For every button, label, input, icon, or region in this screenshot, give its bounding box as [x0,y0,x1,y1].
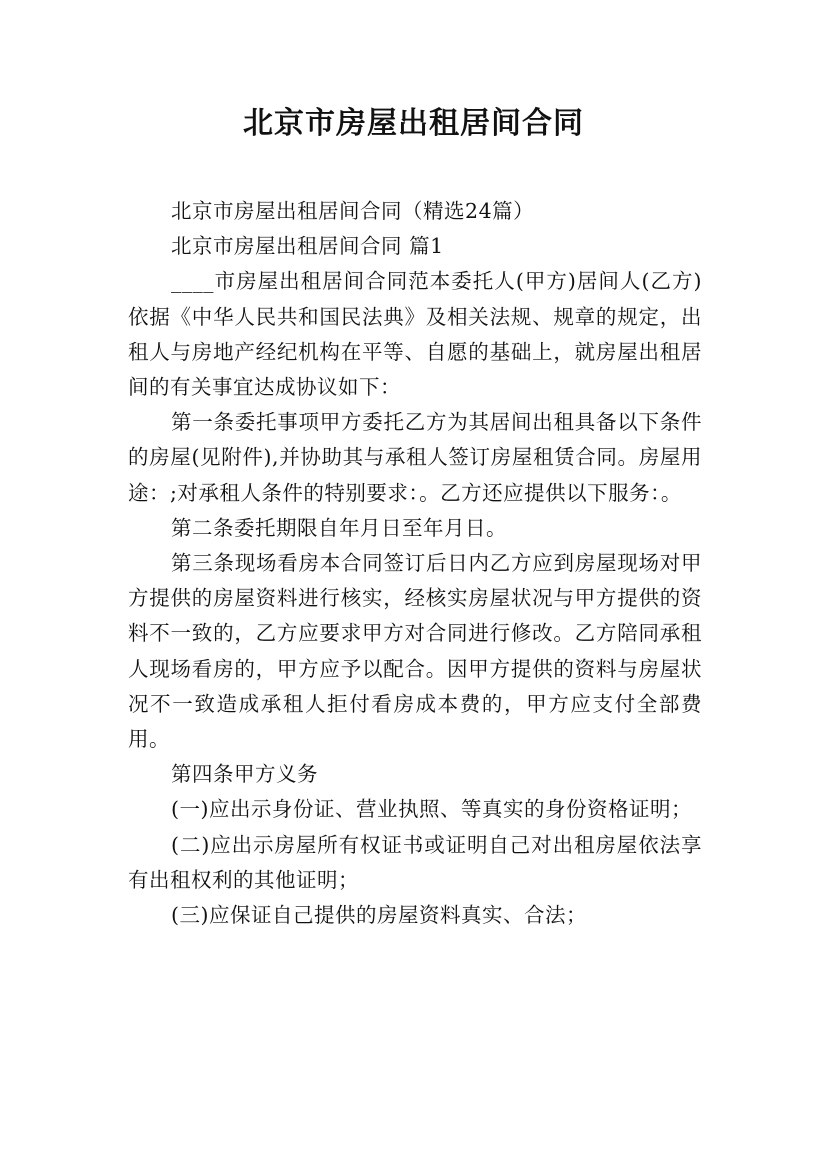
paragraph-article-4-item-2: (二)应出示房屋所有权证书或证明自己对出租房屋依法享有出租权利的其他证明； [128,832,702,892]
paragraph-preamble: ____市房屋出租居间合同范本委托人(甲方)居间人(乙方)依据《中华人民共和国民法典》及相关法规、规章的规定，出租人与房地产经纪机构在平等、自愿的基础上，就房屋出租居间的有关事宜达成协议如下： [128,269,702,400]
paragraph-subtitle: 北京市房屋出租居间合同（精选24篇） [171,199,535,223]
paragraph-article-4-item-1: (一)应出示身份证、营业执照、等真实的身份资格证明； [171,797,693,822]
document-body [128,194,702,933]
paragraph-article-4-item-3: (三)应保证自己提供的房屋资料真实、合法； [171,903,588,928]
paragraph-article-2: 第二条委托期限自年月日至年月日。 [171,515,508,540]
paragraph-article-3: 第三条现场看房本合同签订后日内乙方应到房屋现场对甲方提供的房屋资料进行核实，经核实房屋状况与甲方提供的资料不一致的，乙方应要求甲方对合同进行修改。乙方陪同承租人现场看房的，甲方应予以配合。因甲方提供的资料与房屋状况不一致造成承租人拒付看房成本费的，甲方应支付全部费用。 [128,551,702,752]
paragraph-section-heading: 北京市房屋出租居间合同 篇1 [171,234,444,259]
document-title: 北京市房屋出租居间合同 [243,106,584,141]
paragraph-article-4: 第四条甲方义务 [171,762,319,787]
paragraph-article-1: 第一条委托事项甲方委托乙方为其居间出租具备以下条件的房屋(见附件),并协助其与承租人签订房屋租赁合同。房屋用途：;对承租人条件的特别要求：。乙方还应提供以下服务：。 [128,410,702,505]
